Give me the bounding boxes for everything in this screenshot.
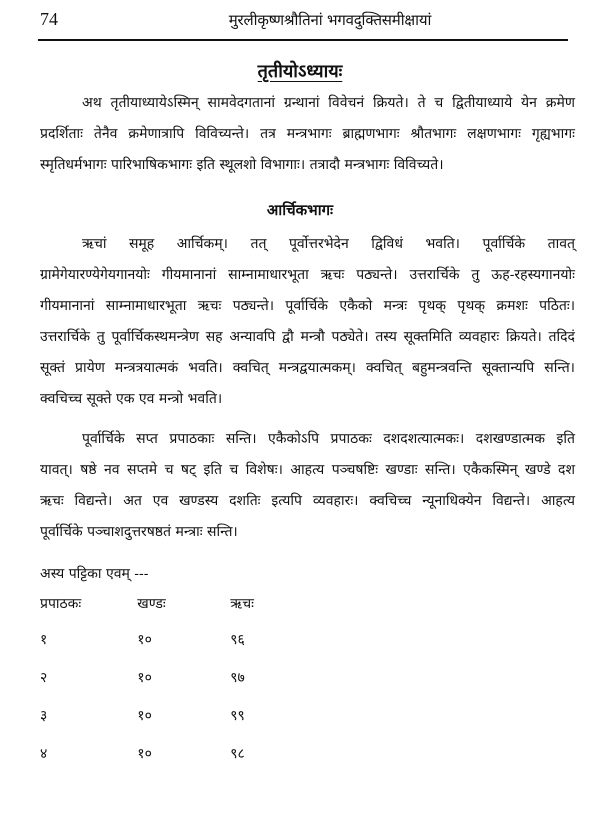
paragraph-line: ग्रामेगेयारण्येगेयगानयोः गीयमानानां साम्नामाधारभूता ऋचः पठ्यन्ते। उत्तरार्चिके तु ऊह-रहस्यगानयोः <box>40 267 575 283</box>
table-cell: १० <box>137 708 152 724</box>
table-row <box>40 630 360 668</box>
paragraph-line: ऋचः विद्यन्ते। अत एव खण्डस्य दशतिः इत्यपि व्यवहारः। क्वचिच्च न्यूनाधिक्येन विद्यन्ते। आहत्य <box>40 493 575 509</box>
table-cell: १० <box>137 670 152 686</box>
table-row <box>40 744 360 782</box>
chapter-title <box>0 59 600 83</box>
column-header-prapathaka: प्रपाठकः <box>40 596 82 612</box>
paragraph-line: सूक्तं प्रायेण मन्त्रत्रयात्मकं भवति। क्वचित् मन्त्रद्वयात्मकम्। क्वचित् बहुमन्त्रवन्ति सूक्तान्यपि सन्ति। <box>40 360 575 376</box>
paragraph-line: उत्तरार्चिके तु पूर्वार्चिकस्थमन्त्रेण सह अन्यावपि द्वौ मन्त्रौ पठ्येते। तस्य सूक्तमिति व्यवहारः क्रियते। तदिदं <box>40 329 575 345</box>
paragraph-line: स्मृतिधर्मभागः पारिभाषिकभागः इति स्थूलशो विभागाः। तत्रादौ मन्त्रभागः विविच्यते। <box>40 157 444 173</box>
paragraph-line: अथ तृतीयाध्यायेऽस्मिन् सामवेदगतानां ग्रन्थानां विवेचनं क्रियते। ते च द्वितीयाध्याये येन क्रमेण <box>82 95 575 111</box>
table-cell: १ <box>40 632 48 648</box>
table-cell: ९८ <box>230 746 245 762</box>
column-header-khanda: खण्डः <box>137 596 166 612</box>
table-cell: ९९ <box>230 708 245 724</box>
paragraph-line: प्रदर्शिताः तेनैव क्रमेणात्रापि विविच्यन्ते। तत्र मन्त्रभागः ब्राह्मणभागः श्रौतभागः लक्षणभागः गृह्यभागः <box>40 126 575 142</box>
table-header-row <box>40 594 360 630</box>
paragraph-line: गीयमानानां साम्नामाधारभूता ऋचः पठ्यन्ते। पूर्वार्चिके एकैको मन्त्रः पृथक् पृथक् क्रमशः पठितः। <box>40 298 575 314</box>
table-cell: ९६ <box>230 632 245 648</box>
paragraph-purvarchika <box>40 424 575 548</box>
column-header-richah: ऋचः <box>230 596 254 612</box>
table-row <box>40 706 360 744</box>
paragraph-line: यावत्। षष्ठे नव सप्तमे च षट् इति च विशेषः। आहत्य पञ्चषष्टिः खण्डाः सन्ति। एकैकस्मिन् खण्डे दश <box>40 462 575 478</box>
paragraph-line: पूर्वार्चिके पञ्चाशदुत्तरषष्ठतं मन्त्राः सन्ति। <box>40 524 238 540</box>
page-number: 74 <box>40 9 58 29</box>
paragraph-line: ऋचां समूह आर्चिकम्। तत् पूर्वोत्तरभेदेन द्विविधं भवति। पूर्वार्चिके तावत् <box>82 236 575 252</box>
table-cell: ९७ <box>230 670 245 686</box>
table-cell: १० <box>137 632 152 648</box>
table-cell: २ <box>40 670 48 686</box>
table-cell: ३ <box>40 708 48 724</box>
running-title: मुरलीकृष्णश्रौतिनां भगवदुक्तिसमीक्षायां <box>228 11 432 29</box>
paragraph-line: क्वचिच्च सूक्ते एक एव मन्त्रो भवति। <box>40 391 223 407</box>
table-cell: १० <box>137 746 152 762</box>
header-rule <box>38 39 568 41</box>
table-cell: ४ <box>40 746 48 762</box>
prapathaka-table <box>40 594 360 782</box>
paragraph-intro <box>40 88 575 181</box>
paragraph-archika <box>40 229 575 415</box>
table-row <box>40 668 360 706</box>
paragraph-line: पूर्वार्चिके सप्त प्रपाठकाः सन्ति। एकैकोऽपि प्रपाठकः दशदशत्यात्मकः। दशखण्डात्मक इति <box>82 431 575 447</box>
section-heading: आर्चिकभागः <box>266 201 334 219</box>
chapter-title-text: तृतीयोऽध्यायः <box>257 61 343 82</box>
table-caption: अस्य पट्टिका एवम् --- <box>40 566 149 582</box>
